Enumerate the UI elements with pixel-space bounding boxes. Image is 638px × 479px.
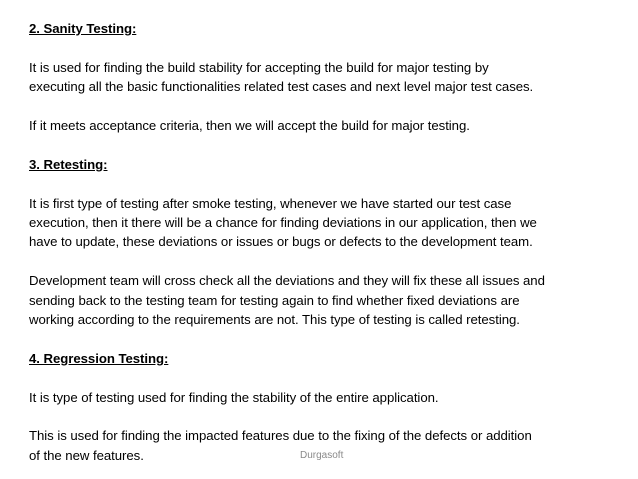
paragraph — [29, 116, 629, 135]
text-line: It is used for finding the build stability for accepting the build for major testing by — [29, 59, 489, 75]
paragraph — [29, 58, 629, 97]
paragraph — [29, 194, 629, 252]
text-line: It is first type of testing after smoke testing, whenever we have started our test case — [29, 195, 512, 211]
text-line: executing all the basic functionalities related test cases and next level major test cases. — [29, 79, 534, 95]
text-line: If it meets acceptance criteria, then we will accept the build for major testing. — [29, 118, 470, 133]
section-heading: 4. Regression Testing: — [29, 350, 169, 366]
text-line: of the new features. — [29, 447, 144, 463]
footer-text: Durgasoft — [300, 450, 344, 461]
text-line: have to update, these deviations or issues or bugs or defects to the development team. — [29, 234, 533, 250]
section-regression-testing — [29, 349, 629, 465]
text-line: sending back to the testing team for testing again to find whether fixed deviations are — [29, 292, 520, 308]
section-heading: 3. Retesting: — [29, 156, 108, 172]
text-line: working according to the requirements are not. This type of testing is called retesting. — [29, 312, 520, 328]
paragraph — [29, 388, 629, 407]
text-line: It is type of testing used for finding the stability of the entire application. — [29, 389, 439, 405]
text-line: execution, then it there will be a chance for finding deviations in our application, then we — [29, 215, 537, 230]
text-line: Development team will cross check all the deviations and they will fix these all issues and — [29, 273, 545, 289]
paragraph — [29, 271, 629, 329]
slide-content — [29, 19, 629, 465]
text-line: This is used for finding the impacted features due to the fixing of the defects or addition — [29, 428, 532, 444]
section-sanity-testing — [29, 19, 629, 155]
section-retesting — [29, 155, 629, 349]
section-heading: 2. Sanity Testing: — [29, 21, 137, 36]
